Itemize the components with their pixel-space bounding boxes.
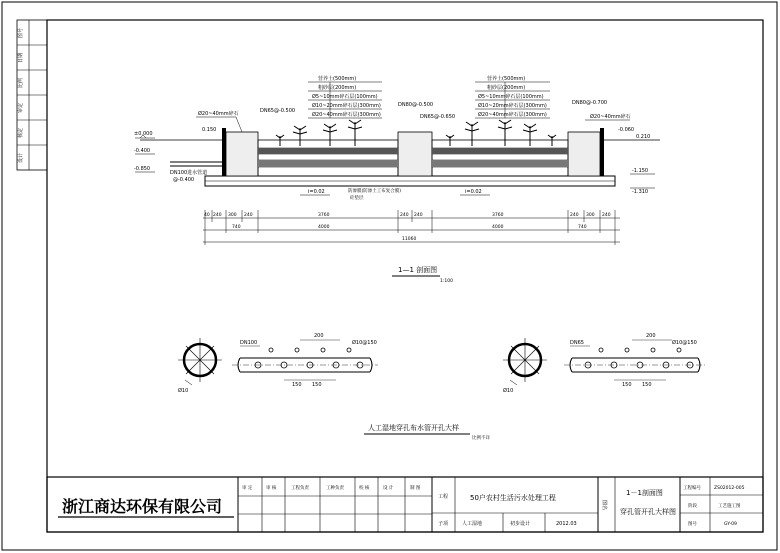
- proj-no-label: 工程编号: [683, 486, 701, 491]
- layer-label: Ø20~40mm碎石层(300mm): [312, 112, 381, 118]
- elevation-label: -1.310: [632, 189, 649, 195]
- sidebar-entry: 核定: [18, 127, 24, 138]
- wall: [600, 128, 604, 176]
- layer-label: Ø10~20mm碎石层(300mm): [312, 103, 381, 109]
- sig-header: 制 图: [410, 486, 421, 491]
- dim-label: 3760: [318, 213, 330, 218]
- bottom-spacing-label: 150: [312, 382, 322, 388]
- project-name: 50户农村生活污水处理工程: [470, 494, 556, 502]
- gravel-zone-left: [226, 132, 258, 176]
- hole-spec-label: Ø10@150: [672, 340, 697, 346]
- elevation-label: -1.150: [632, 168, 649, 174]
- project-label: 工程: [438, 494, 449, 500]
- detail-title: 人工湿地穿孔布水管开孔大样: [368, 424, 459, 432]
- layer-label: Ø5~10mm碎石层(100mm): [478, 94, 544, 100]
- layer-label: 粗砂层(200mm): [487, 85, 526, 91]
- sidebar-entry: 比例: [18, 77, 24, 88]
- item-label: 子项: [438, 521, 449, 527]
- dim-label: 740: [232, 225, 241, 230]
- elevation-label: -0.400: [134, 148, 151, 154]
- elevation-label: 0.150: [202, 127, 217, 133]
- top-spacing-label: 200: [646, 333, 656, 339]
- membrane-label: 防渗膜(防渗土工布复合膜): [348, 189, 402, 194]
- bottom-spacing-label: 150: [642, 382, 652, 388]
- layer-label: 营养土(500mm): [318, 76, 357, 82]
- elevation-label: -0.850: [134, 166, 151, 172]
- elevation-label: 0.210: [636, 134, 651, 140]
- dim-label: 240: [602, 213, 611, 218]
- elevations-left: [134, 127, 216, 172]
- sig-header: 审 核: [266, 486, 277, 491]
- elevation-label: ±0.000: [134, 131, 153, 137]
- bottom-spacing-label: 150: [292, 382, 302, 388]
- bottom-spacing-label: 150: [622, 382, 632, 388]
- pipe-label: DN65: [570, 340, 584, 346]
- dim-label: 240: [570, 213, 579, 218]
- dim-label: 3760: [492, 213, 504, 218]
- base-label: 砼垫层: [350, 196, 364, 201]
- layer-label: 营养土(500mm): [487, 76, 526, 82]
- drawing-label: 图名: [601, 500, 607, 511]
- stage-value: 初步设计: [510, 521, 531, 527]
- elevations-right: [618, 127, 655, 195]
- drawing-title-2: 穿孔管开孔大样图: [620, 508, 676, 516]
- elevation-label: -0.060: [618, 127, 635, 133]
- sheet-label: 图号: [688, 522, 697, 527]
- sidebar-entry: 审定: [18, 102, 24, 113]
- company-name: 浙江商达环保有限公司: [62, 497, 223, 516]
- wetland-bed-right: [432, 140, 568, 176]
- dim-label: 240: [400, 213, 409, 218]
- layer-callout-left: [308, 75, 382, 118]
- section-drawing: [134, 75, 660, 284]
- wetland-bed-left: [258, 140, 398, 176]
- top-spacing-label: 200: [314, 333, 324, 339]
- pipe-label-dn80-right: DN80@-0.700: [572, 100, 608, 106]
- inlet-pipe-label: DN100进水管道: [170, 170, 208, 176]
- detail-scale: 比例不详: [472, 436, 490, 441]
- layer-label: Ø20~40mm碎石层(300mm): [478, 112, 547, 118]
- sig-header: 审 定: [242, 486, 253, 491]
- pipe-label: DN100: [240, 340, 258, 346]
- category-label: 阶段: [688, 504, 697, 509]
- pipe-detail-left: [178, 333, 378, 394]
- small-hole-label: Ø10: [178, 388, 189, 394]
- gravel-zone-middle: [398, 132, 432, 176]
- sidebar-entry: 图号: [18, 27, 24, 38]
- section-scale: 1:100: [440, 279, 453, 284]
- dim-total-label: 11060: [402, 237, 417, 242]
- gravel-label-left: Ø20~40mm碎石: [198, 111, 239, 117]
- dim-label: 240: [414, 213, 423, 218]
- dim-label: 300: [228, 213, 237, 218]
- section-title: 1—1 剖面图: [398, 266, 438, 274]
- layer-label: Ø10~20mm碎石层(300mm): [478, 103, 547, 109]
- dim-label: 740: [578, 225, 587, 230]
- sig-header: 工种负责: [326, 486, 344, 491]
- gravel-label-right: Ø20~40mm碎石: [590, 114, 631, 120]
- gravel-zone-right: [568, 132, 600, 176]
- dim-label: 4000: [492, 225, 504, 230]
- date-value: 2012.03: [556, 521, 577, 527]
- category-value: 工艺施工图: [718, 504, 741, 509]
- dim-label: 40: [204, 213, 210, 218]
- proj-no-value: ZS02012-005: [714, 486, 745, 491]
- pipe-label-dn65-mid: DN65@-0.650: [420, 114, 456, 120]
- pipe-detail-right: [503, 333, 706, 394]
- sidebar-entry: 设计: [18, 152, 24, 163]
- layer-callout-right: [475, 75, 550, 118]
- item-value: 人工湿地: [462, 521, 483, 527]
- sig-header: 工程负责: [291, 486, 309, 491]
- slope-label-left: i=0.02: [308, 189, 325, 195]
- sig-header: 设 计: [383, 486, 394, 491]
- sheet-value: GY-09: [724, 522, 737, 527]
- wall: [222, 128, 226, 176]
- dim-label: 300: [586, 213, 595, 218]
- layer-label: 粗砂层(200mm): [318, 85, 357, 91]
- dim-label: 240: [213, 213, 222, 218]
- drawing-title-1: 1－1剖面图: [626, 489, 663, 497]
- pipe-label-dn65-left: DN65@-0.500: [260, 108, 296, 114]
- sheet-outer-border: [2, 2, 777, 550]
- layer-label: Ø5~10mm碎石层(100mm): [312, 94, 378, 100]
- sig-header: 校 核: [359, 486, 370, 491]
- small-hole-label: Ø10: [503, 388, 514, 394]
- inlet-elev-label: @-0.400: [173, 177, 195, 183]
- dim-label: 4000: [318, 225, 330, 230]
- slope-label-right: i=0.02: [465, 189, 482, 195]
- sidebar-entry: 日期: [18, 52, 24, 63]
- hole-spec-label: Ø10@150: [352, 340, 377, 346]
- dim-label: 240: [244, 213, 253, 218]
- pipe-label-dn80-mid: DN80@-0.500: [398, 102, 434, 108]
- left-sidebar: [17, 20, 47, 170]
